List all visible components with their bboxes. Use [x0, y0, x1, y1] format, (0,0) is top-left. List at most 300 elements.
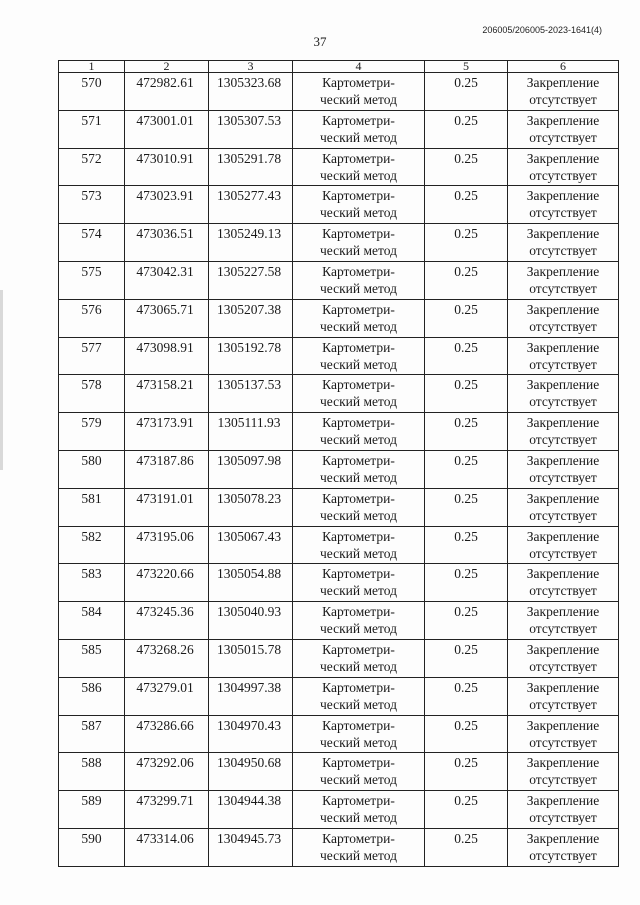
x-coordinate: 473292.06: [136, 755, 194, 771]
table-row: [59, 186, 619, 224]
point-number-cell: [59, 677, 125, 715]
x-coordinate-cell: [125, 186, 209, 224]
method-line-1: Картометри-: [322, 490, 395, 506]
x-coordinate-cell: [125, 488, 209, 526]
point-number: 570: [81, 75, 102, 90]
x-coordinate: 473010.91: [136, 150, 194, 166]
x-coordinate-cell: [125, 791, 209, 829]
precision-value: 0.25: [454, 263, 478, 279]
method-line-2: ческий метод: [320, 356, 397, 372]
fixation-cell: [508, 828, 619, 866]
precision-cell: [425, 791, 508, 829]
method-line-2: ческий метод: [320, 129, 397, 145]
method-line-1: Картометри-: [322, 604, 395, 620]
precision-value: 0.25: [454, 301, 478, 317]
table-row: [59, 73, 619, 111]
method-cell: [293, 337, 425, 375]
y-coordinate-cell: [209, 564, 293, 602]
x-coordinate-cell: [125, 299, 209, 337]
point-number-cell: [59, 488, 125, 526]
precision-cell: [425, 110, 508, 148]
precision-value: 0.25: [454, 112, 478, 128]
point-number: 576: [81, 301, 102, 317]
point-number-cell: [59, 564, 125, 602]
fixation-line-2: отсутствует: [529, 167, 597, 183]
method-line-1: Картометри-: [322, 415, 395, 431]
point-number-cell: [59, 337, 125, 375]
point-number: 577: [81, 339, 102, 355]
fixation-line-1: Закрепление: [526, 566, 600, 582]
method-line-1: Картометри-: [322, 301, 395, 317]
x-coordinate: 473195.06: [136, 528, 194, 544]
y-coordinate-cell: [209, 450, 293, 488]
precision-cell: [425, 564, 508, 602]
fixation-line-2: отсутствует: [529, 772, 597, 788]
x-coordinate: 473065.71: [136, 301, 194, 317]
fixation-line-2: отсутствует: [529, 507, 597, 523]
table-row: [59, 602, 619, 640]
point-number: 573: [81, 188, 102, 204]
fixation-line-1: Закрепление: [526, 301, 600, 317]
method-cell: [293, 375, 425, 413]
precision-cell: [425, 261, 508, 299]
fixation-cell: [508, 639, 619, 677]
y-coordinate: 1305111.93: [217, 415, 281, 431]
fixation-line-2: отсутствует: [529, 658, 597, 674]
method-cell: [293, 639, 425, 677]
precision-value: 0.25: [454, 490, 478, 506]
point-number: 584: [81, 604, 102, 620]
column-header: 5: [425, 61, 508, 73]
fixation-line-1: Закрепление: [526, 188, 600, 204]
table-row: [59, 299, 619, 337]
fixation-cell: [508, 450, 619, 488]
x-coordinate-cell: [125, 564, 209, 602]
y-coordinate-cell: [209, 639, 293, 677]
precision-cell: [425, 602, 508, 640]
y-coordinate-cell: [209, 261, 293, 299]
point-number-cell: [59, 753, 125, 791]
fixation-line-2: отсутствует: [529, 696, 597, 712]
method-line-1: Картометри-: [322, 717, 395, 733]
x-coordinate: 473191.01: [136, 490, 194, 506]
y-coordinate-cell: [209, 186, 293, 224]
y-coordinate-cell: [209, 299, 293, 337]
fixation-line-1: Закрепление: [526, 452, 600, 468]
point-number: 589: [81, 793, 102, 809]
method-cell: [293, 73, 425, 111]
table-row: [59, 828, 619, 866]
fixation-line-2: отсутствует: [529, 356, 597, 372]
fixation-line-2: отсутствует: [529, 129, 597, 145]
y-coordinate: 1305207.38: [216, 301, 282, 317]
table-row: [59, 110, 619, 148]
x-coordinate: 473036.51: [136, 226, 194, 242]
method-line-1: Картометри-: [322, 75, 395, 90]
x-coordinate: 473023.91: [136, 188, 194, 204]
precision-cell: [425, 715, 508, 753]
fixation-line-1: Закрепление: [526, 793, 600, 809]
y-coordinate-cell: [209, 602, 293, 640]
precision-cell: [425, 375, 508, 413]
method-cell: [293, 488, 425, 526]
method-line-1: Картометри-: [322, 528, 395, 544]
point-number: 580: [81, 452, 102, 468]
coordinates-table: [58, 60, 619, 867]
y-coordinate-cell: [209, 110, 293, 148]
y-coordinate-cell: [209, 337, 293, 375]
fixation-cell: [508, 110, 619, 148]
point-number: 585: [81, 641, 102, 657]
precision-cell: [425, 450, 508, 488]
method-line-1: Картометри-: [322, 793, 395, 809]
y-coordinate-cell: [209, 375, 293, 413]
table-row: [59, 337, 619, 375]
x-coordinate-cell: [125, 337, 209, 375]
method-line-2: ческий метод: [320, 545, 397, 561]
fixation-line-2: отсутствует: [529, 469, 597, 485]
column-number-row: [59, 61, 619, 73]
precision-value: 0.25: [454, 679, 478, 695]
method-line-2: ческий метод: [320, 394, 397, 410]
method-line-2: ческий метод: [320, 167, 397, 183]
x-coordinate: 473042.31: [136, 263, 194, 279]
point-number: 575: [81, 263, 102, 279]
point-number-cell: [59, 224, 125, 262]
point-number: 579: [81, 415, 102, 431]
precision-value: 0.25: [454, 755, 478, 771]
y-coordinate-cell: [209, 526, 293, 564]
point-number-cell: [59, 602, 125, 640]
fixation-cell: [508, 261, 619, 299]
fixation-line-2: отсутствует: [529, 583, 597, 599]
method-cell: [293, 450, 425, 488]
column-header: 1: [59, 61, 125, 73]
x-coordinate: 473279.01: [136, 679, 194, 695]
method-line-2: ческий метод: [320, 810, 397, 826]
column-header: 3: [209, 61, 293, 73]
method-cell: [293, 526, 425, 564]
precision-cell: [425, 73, 508, 111]
precision-value: 0.25: [454, 150, 478, 166]
table-row: [59, 413, 619, 451]
table-header: [59, 61, 619, 73]
fixation-cell: [508, 564, 619, 602]
point-number: 578: [81, 377, 102, 393]
precision-cell: [425, 753, 508, 791]
fixation-cell: [508, 299, 619, 337]
precision-cell: [425, 148, 508, 186]
fixation-line-1: Закрепление: [526, 604, 600, 620]
fixation-cell: [508, 602, 619, 640]
method-cell: [293, 413, 425, 451]
fixation-line-2: отсутствует: [529, 810, 597, 826]
method-line-2: ческий метод: [320, 92, 397, 107]
column-header: 2: [125, 61, 209, 73]
method-line-2: ческий метод: [320, 469, 397, 485]
y-coordinate: 1304997.38: [216, 679, 282, 695]
fixation-line-1: Закрепление: [526, 679, 600, 695]
y-coordinate-cell: [209, 753, 293, 791]
fixation-cell: [508, 337, 619, 375]
precision-value: 0.25: [454, 830, 478, 846]
y-coordinate: 1305040.93: [216, 604, 282, 620]
method-line-2: ческий метод: [320, 243, 397, 259]
y-coordinate: 1305015.78: [216, 641, 282, 657]
fixation-line-1: Закрепление: [526, 641, 600, 657]
method-line-1: Картометри-: [322, 830, 395, 846]
x-coordinate-cell: [125, 715, 209, 753]
y-coordinate-cell: [209, 828, 293, 866]
precision-value: 0.25: [454, 339, 478, 355]
method-cell: [293, 715, 425, 753]
method-line-1: Картометри-: [322, 377, 395, 393]
y-coordinate-cell: [209, 413, 293, 451]
method-line-2: ческий метод: [320, 847, 397, 863]
y-coordinate-cell: [209, 791, 293, 829]
x-coordinate: 473286.66: [136, 717, 194, 733]
table-row: [59, 791, 619, 829]
x-coordinate: 473314.06: [136, 830, 194, 846]
precision-cell: [425, 526, 508, 564]
column-header: 4: [293, 61, 425, 73]
fixation-line-1: Закрепление: [526, 112, 600, 128]
x-coordinate-cell: [125, 677, 209, 715]
y-coordinate: 1305097.98: [216, 452, 282, 468]
point-number-cell: [59, 375, 125, 413]
fixation-cell: [508, 224, 619, 262]
x-coordinate-cell: [125, 828, 209, 866]
x-coordinate: 472982.61: [136, 75, 194, 90]
x-coordinate-cell: [125, 110, 209, 148]
precision-value: 0.25: [454, 528, 478, 544]
precision-value: 0.25: [454, 415, 478, 431]
table-row: [59, 639, 619, 677]
table-row: [59, 564, 619, 602]
precision-cell: [425, 337, 508, 375]
y-coordinate-cell: [209, 677, 293, 715]
point-number-cell: [59, 73, 125, 111]
fixation-line-2: отсутствует: [529, 318, 597, 334]
y-coordinate: 1305078.23: [216, 490, 282, 506]
fixation-cell: [508, 413, 619, 451]
fixation-cell: [508, 148, 619, 186]
y-coordinate-cell: [209, 715, 293, 753]
fixation-line-2: отсутствует: [529, 432, 597, 448]
table-row: [59, 715, 619, 753]
y-coordinate: 1305054.88: [216, 566, 282, 582]
scan-edge-mark: [0, 290, 3, 470]
fixation-line-1: Закрепление: [526, 415, 600, 431]
x-coordinate: 473187.86: [136, 452, 194, 468]
point-number-cell: [59, 186, 125, 224]
point-number: 583: [81, 566, 102, 582]
point-number: 590: [81, 830, 102, 846]
y-coordinate: 1305323.68: [216, 75, 282, 90]
x-coordinate-cell: [125, 148, 209, 186]
fixation-line-1: Закрепление: [526, 75, 600, 90]
x-coordinate: 473001.01: [136, 112, 194, 128]
fixation-cell: [508, 186, 619, 224]
point-number-cell: [59, 261, 125, 299]
method-line-2: ческий метод: [320, 696, 397, 712]
precision-cell: [425, 828, 508, 866]
method-cell: [293, 224, 425, 262]
x-coordinate-cell: [125, 639, 209, 677]
precision-value: 0.25: [454, 75, 478, 90]
fixation-cell: [508, 526, 619, 564]
precision-cell: [425, 639, 508, 677]
x-coordinate: 473268.26: [136, 641, 194, 657]
method-line-1: Картометри-: [322, 452, 395, 468]
table-row: [59, 224, 619, 262]
x-coordinate-cell: [125, 375, 209, 413]
fixation-line-1: Закрепление: [526, 490, 600, 506]
table-body: [59, 73, 619, 867]
precision-cell: [425, 677, 508, 715]
fixation-line-2: отсутствует: [529, 280, 597, 296]
y-coordinate-cell: [209, 488, 293, 526]
y-coordinate: 1305227.58: [216, 263, 282, 279]
precision-value: 0.25: [454, 188, 478, 204]
method-cell: [293, 299, 425, 337]
y-coordinate: 1305249.13: [216, 226, 282, 242]
precision-value: 0.25: [454, 377, 478, 393]
precision-value: 0.25: [454, 793, 478, 809]
method-line-1: Картометри-: [322, 263, 395, 279]
fixation-cell: [508, 715, 619, 753]
point-number: 574: [81, 226, 102, 242]
table-row: [59, 677, 619, 715]
y-coordinate: 1304945.73: [216, 830, 282, 846]
y-coordinate: 1305137.53: [216, 377, 282, 393]
fixation-cell: [508, 488, 619, 526]
document-reference: 206005/206005-2023-1641(4): [482, 25, 602, 35]
fixation-line-2: отсутствует: [529, 734, 597, 750]
precision-cell: [425, 186, 508, 224]
point-number: 581: [81, 490, 102, 506]
method-cell: [293, 602, 425, 640]
point-number-cell: [59, 450, 125, 488]
point-number: 582: [81, 528, 102, 544]
fixation-line-1: Закрепление: [526, 226, 600, 242]
point-number-cell: [59, 639, 125, 677]
y-coordinate-cell: [209, 224, 293, 262]
x-coordinate: 473245.36: [136, 604, 194, 620]
method-cell: [293, 828, 425, 866]
fixation-cell: [508, 791, 619, 829]
point-number-cell: [59, 110, 125, 148]
page-number: 37: [313, 34, 327, 49]
method-line-2: ческий метод: [320, 658, 397, 674]
table-row: [59, 753, 619, 791]
fixation-line-1: Закрепление: [526, 339, 600, 355]
method-line-1: Картометри-: [322, 339, 395, 355]
x-coordinate-cell: [125, 224, 209, 262]
table-row: [59, 148, 619, 186]
point-number-cell: [59, 828, 125, 866]
x-coordinate: 473158.21: [136, 377, 194, 393]
method-line-1: Картометри-: [322, 679, 395, 695]
fixation-line-1: Закрепление: [526, 830, 600, 846]
method-line-2: ческий метод: [320, 507, 397, 523]
method-line-2: ческий метод: [320, 205, 397, 221]
method-line-1: Картометри-: [322, 755, 395, 771]
precision-value: 0.25: [454, 566, 478, 582]
method-line-1: Картометри-: [322, 112, 395, 128]
fixation-cell: [508, 753, 619, 791]
method-line-2: ческий метод: [320, 734, 397, 750]
precision-value: 0.25: [454, 717, 478, 733]
method-cell: [293, 110, 425, 148]
method-line-1: Картометри-: [322, 641, 395, 657]
x-coordinate: 473098.91: [136, 339, 194, 355]
x-coordinate-cell: [125, 602, 209, 640]
point-number-cell: [59, 413, 125, 451]
x-coordinate-cell: [125, 413, 209, 451]
fixation-cell: [508, 73, 619, 111]
fixation-line-2: отсутствует: [529, 243, 597, 259]
fixation-line-1: Закрепление: [526, 377, 600, 393]
precision-cell: [425, 224, 508, 262]
point-number: 588: [81, 755, 102, 771]
precision-value: 0.25: [454, 604, 478, 620]
y-coordinate: 1304944.38: [216, 793, 282, 809]
fixation-line-1: Закрепление: [526, 755, 600, 771]
x-coordinate-cell: [125, 450, 209, 488]
point-number-cell: [59, 791, 125, 829]
fixation-cell: [508, 375, 619, 413]
method-cell: [293, 564, 425, 602]
method-line-2: ческий метод: [320, 621, 397, 637]
method-cell: [293, 261, 425, 299]
table-row: [59, 261, 619, 299]
point-number: 587: [81, 717, 102, 733]
point-number: 572: [81, 150, 102, 166]
fixation-line-1: Закрепление: [526, 717, 600, 733]
precision-value: 0.25: [454, 226, 478, 242]
precision-cell: [425, 299, 508, 337]
fixation-line-2: отсутствует: [529, 92, 597, 107]
method-line-1: Картометри-: [322, 226, 395, 242]
point-number-cell: [59, 148, 125, 186]
table-row: [59, 450, 619, 488]
y-coordinate-cell: [209, 73, 293, 111]
table-row: [59, 488, 619, 526]
method-cell: [293, 753, 425, 791]
y-coordinate: 1305291.78: [216, 150, 282, 166]
fixation-line-2: отсутствует: [529, 621, 597, 637]
fixation-line-2: отсутствует: [529, 847, 597, 863]
method-line-2: ческий метод: [320, 280, 397, 296]
fixation-line-1: Закрепление: [526, 150, 600, 166]
table-row: [59, 375, 619, 413]
y-coordinate: 1304950.68: [216, 755, 282, 771]
precision-value: 0.25: [454, 452, 478, 468]
precision-value: 0.25: [454, 641, 478, 657]
method-cell: [293, 186, 425, 224]
x-coordinate: 473220.66: [136, 566, 194, 582]
y-coordinate: 1304970.43: [216, 717, 282, 733]
x-coordinate-cell: [125, 73, 209, 111]
y-coordinate: 1305277.43: [216, 188, 282, 204]
method-line-1: Картометри-: [322, 566, 395, 582]
column-header: 6: [508, 61, 619, 73]
y-coordinate: 1305307.53: [216, 112, 282, 128]
x-coordinate-cell: [125, 753, 209, 791]
point-number-cell: [59, 526, 125, 564]
x-coordinate: 473173.91: [136, 415, 194, 431]
